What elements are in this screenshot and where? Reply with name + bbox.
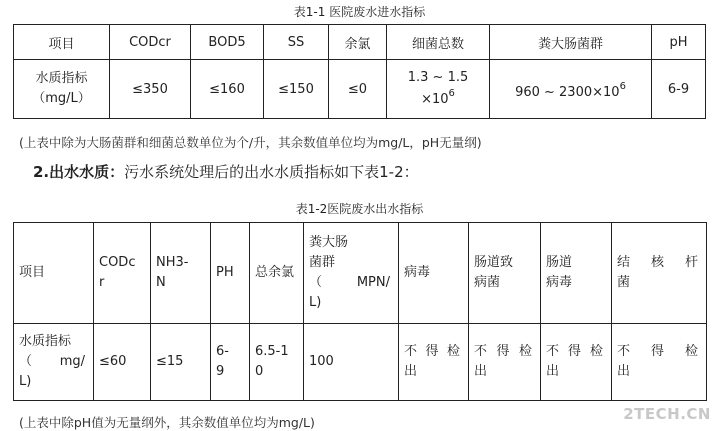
section-heading-text: 污水系统处理后的出水水质指标如下表1-2：	[124, 163, 419, 181]
header-pathogen	[469, 223, 541, 324]
nd-line1	[404, 342, 468, 362]
table2-note: (上表中除pH值为无量纲外，其余数值单位均为mg/L)	[19, 415, 315, 430]
item-line2: （mg/L）	[32, 91, 91, 106]
header-ss: SS	[264, 25, 329, 60]
cell-item-line1: 水质指标	[19, 334, 72, 349]
nd-line1	[474, 342, 540, 362]
table1-note: (上表中除为大肠菌群和细菌总数单位为个/升，其余数值单位均为mg/L，pH无量纲)	[19, 135, 482, 150]
header-nh3n-line2: N	[156, 275, 166, 290]
header-ph: pH	[652, 25, 706, 60]
nd-char3: 检	[684, 344, 698, 359]
nd-char1: 不	[474, 344, 488, 359]
nd-line2: 出	[474, 364, 488, 379]
header-chlorine: 总余氯	[250, 223, 304, 324]
header-item: 项目	[14, 223, 94, 324]
header-codcr-line1: CODc	[99, 255, 136, 270]
cell-pathogen	[469, 324, 541, 401]
cell-chlorine-line1: 6.5-1	[255, 344, 289, 359]
cell-tb	[612, 324, 707, 401]
header-codcr: CODcr	[110, 25, 191, 60]
header-entvirus-line2: 病毒	[546, 275, 573, 290]
coliform-exponent: 6	[619, 80, 626, 92]
cell-ph	[211, 324, 250, 401]
header-pathogen-line1: 肠道致	[474, 255, 514, 270]
header-coliform-unit: MPN/	[356, 275, 390, 290]
cell-ph: 6-9	[652, 60, 706, 119]
cell-entvirus	[541, 324, 612, 401]
table-header-row	[14, 25, 706, 60]
header-codcr-line2: r	[99, 275, 105, 290]
header-coliform	[304, 223, 399, 324]
header-nh3n-line1: NH3-	[156, 255, 189, 270]
cell-chlorine: ≤0	[329, 60, 387, 119]
nd-char2: 得	[496, 344, 510, 359]
cell-ph-line1: 6-	[216, 344, 229, 359]
header-coliform-line2: 菌群	[309, 255, 336, 270]
nd-char2: 得	[567, 344, 581, 359]
cell-item-unit: mg/	[59, 354, 85, 369]
cell-chlorine-line2: 0	[255, 364, 264, 379]
nd-line1	[617, 342, 706, 362]
header-bod5: BOD5	[191, 25, 264, 60]
header-tb-char3: 杆	[684, 255, 698, 270]
header-coliform-line4: L)	[309, 295, 322, 310]
nd-char3: 检	[518, 344, 532, 359]
inlet-water-table	[13, 24, 706, 119]
cell-bod5: ≤160	[191, 60, 264, 119]
header-tb-line1	[617, 253, 706, 273]
header-tb-line2: 菌	[617, 275, 631, 290]
table-row	[14, 60, 706, 119]
table-header-row	[14, 223, 707, 324]
section-heading	[33, 161, 419, 182]
nd-line2: 出	[546, 364, 560, 379]
header-pathogen-line2: 病菌	[474, 275, 501, 290]
nd-char2: 得	[425, 344, 439, 359]
header-entvirus	[541, 223, 612, 324]
cell-bacteria	[387, 60, 490, 119]
section-heading-bold: 2.出水水质：	[33, 163, 125, 181]
header-codcr	[94, 223, 151, 324]
cell-item	[14, 60, 110, 119]
nd-char3: 检	[446, 344, 460, 359]
bacteria-base: ×10	[421, 91, 449, 107]
cell-coliform: 100	[304, 324, 399, 401]
header-item: 项目	[14, 25, 110, 60]
table2-caption: 表1-2医院废水出水指标	[295, 202, 424, 216]
header-coliform-line3	[309, 273, 398, 293]
header-coliform-line1: 粪大肠	[309, 235, 349, 250]
bacteria-line2	[387, 89, 489, 112]
cell-codcr: ≤60	[94, 324, 151, 401]
cell-item-line3: L)	[19, 374, 32, 389]
outlet-water-table	[13, 222, 707, 401]
coliform-base: 960 ~ 2300×10	[515, 84, 620, 100]
header-chlorine: 余氯	[329, 25, 387, 60]
table-row	[14, 324, 707, 401]
header-tb-char2: 核	[650, 255, 664, 270]
nd-line2: 出	[404, 364, 418, 379]
header-nh3n	[151, 223, 211, 324]
bacteria-line1: 1.3 ~ 1.5	[407, 69, 469, 85]
header-coliform: 粪大肠菌群	[490, 25, 652, 60]
nd-char1: 不	[546, 344, 560, 359]
header-virus: 病毒	[399, 223, 469, 324]
header-tb	[612, 223, 707, 324]
cell-ph-line2: 9	[216, 364, 225, 379]
item-line1: 水质指标	[35, 71, 88, 86]
watermark: 2TECH.CN	[623, 405, 711, 423]
cell-coliform	[490, 60, 652, 119]
nd-char2: 得	[650, 344, 664, 359]
cell-ss: ≤150	[264, 60, 329, 119]
cell-item-paren: （	[19, 354, 33, 369]
cell-codcr: ≤350	[110, 60, 191, 119]
cell-item-line2	[19, 352, 93, 372]
nd-line1	[546, 342, 611, 362]
cell-virus	[399, 324, 469, 401]
nd-char3: 检	[589, 344, 603, 359]
header-bacteria: 细菌总数	[387, 25, 490, 60]
header-ph: PH	[211, 223, 250, 324]
cell-chlorine	[250, 324, 304, 401]
header-coliform-paren: （	[309, 275, 323, 290]
bacteria-exponent: 6	[448, 87, 455, 99]
nd-char1: 不	[404, 344, 418, 359]
header-tb-char1: 结	[617, 255, 631, 270]
cell-item	[14, 324, 94, 401]
nd-line2: 出	[617, 364, 631, 379]
header-entvirus-line1: 肠道	[546, 255, 573, 270]
table1-caption: 表1-1 医院废水进水指标	[293, 5, 426, 19]
cell-nh3n: ≤15	[151, 324, 211, 401]
nd-char1: 不	[617, 344, 631, 359]
